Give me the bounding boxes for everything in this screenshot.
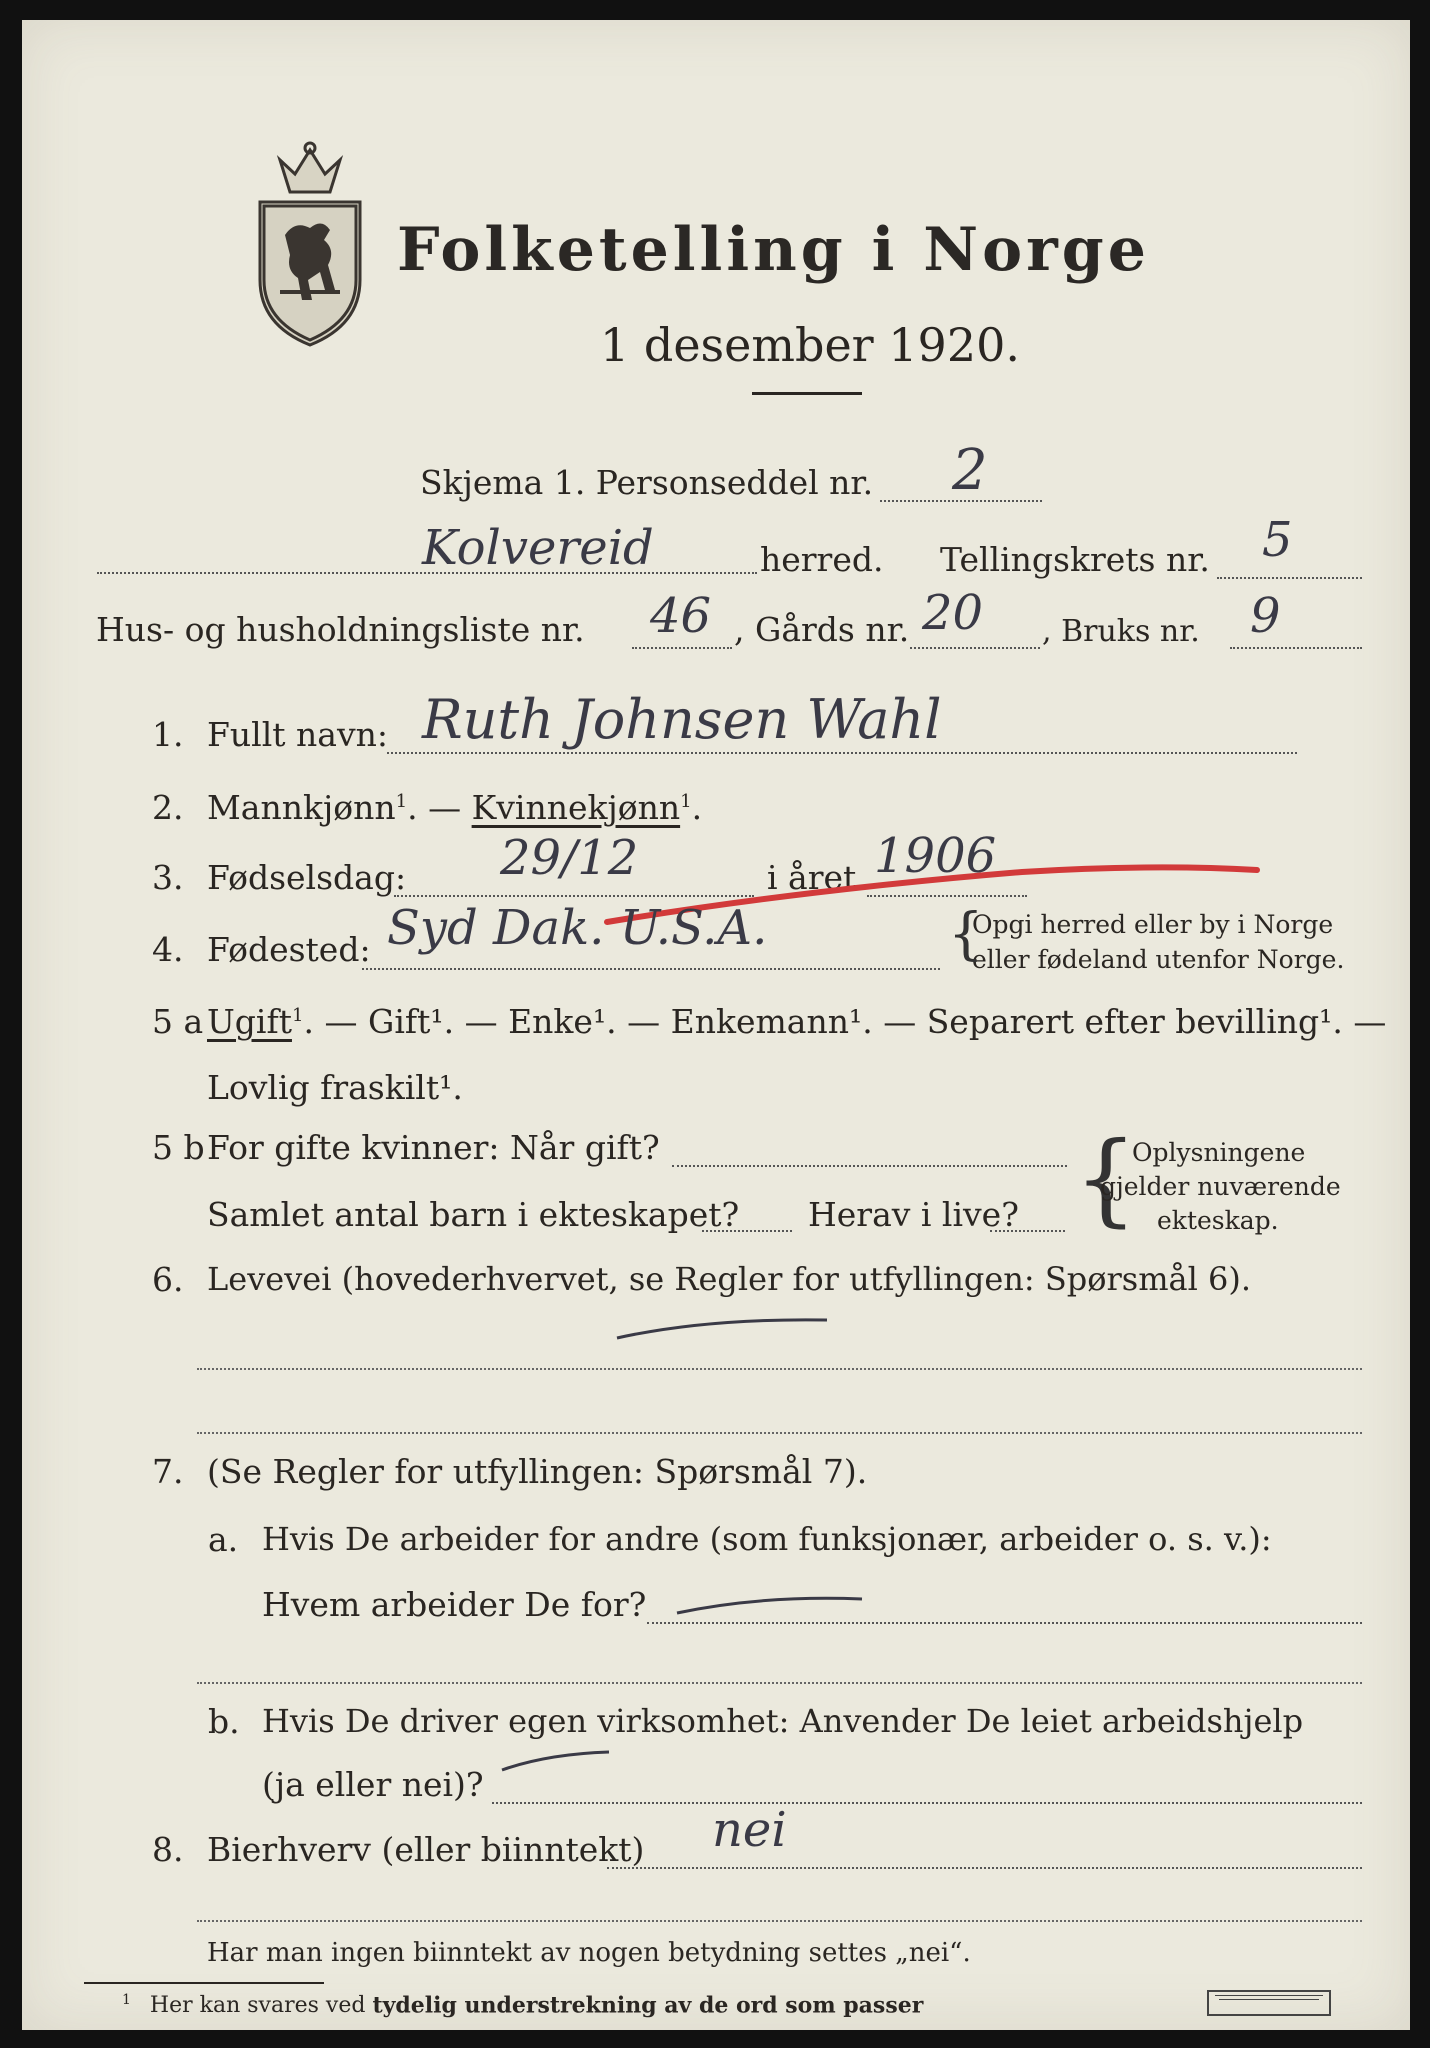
q7a-extra-line bbox=[197, 1682, 1362, 1684]
herred-label: herred. bbox=[760, 540, 884, 579]
q6-dash-mark bbox=[607, 1310, 837, 1350]
gards-nr: 20 bbox=[922, 585, 984, 641]
footnote bbox=[122, 1992, 923, 2018]
q5a-line2: Lovlig fraskilt¹. bbox=[207, 1068, 463, 1107]
q6-line1 bbox=[197, 1368, 1362, 1370]
husliste-nr: 46 bbox=[650, 588, 712, 644]
q7a-answer-line bbox=[647, 1622, 1362, 1624]
footnote-bold-text: tydelig understrekning av de ord som passer bbox=[372, 1992, 924, 2019]
q5b-line2a: Samlet antal barn i ekteskapet? bbox=[207, 1195, 740, 1234]
q7b-answer-line bbox=[492, 1802, 1362, 1804]
q8-extra-line bbox=[197, 1920, 1362, 1922]
q4-brace: { bbox=[948, 902, 984, 967]
tellingskrets-label: Tellingskrets nr. bbox=[940, 540, 1210, 579]
female-option-underlined: Kvinnekjønn bbox=[471, 788, 681, 827]
schema-label: Skjema 1. Personseddel nr. bbox=[420, 463, 874, 502]
q8-line bbox=[607, 1867, 1362, 1869]
footer-note: Har man ingen biinntekt av nogen betydning settes „nei“. bbox=[207, 1938, 971, 1968]
personseddel-nr: 2 bbox=[952, 438, 988, 503]
q1-line bbox=[387, 752, 1297, 754]
bruks-nr: 9 bbox=[1250, 588, 1281, 644]
q5a-number: 5 a bbox=[152, 1002, 204, 1041]
q8-label: Bierhverv (eller biinntekt) bbox=[207, 1830, 645, 1869]
printer-stamp-icon bbox=[1207, 1990, 1331, 2016]
q2-options: Mannkjønn$^1$. — Kvinnekjønn$^1$. bbox=[207, 788, 703, 827]
q7b-dash-mark bbox=[497, 1740, 617, 1780]
q5b-note-line1: Oplysningene bbox=[1132, 1138, 1306, 1167]
herred-value: Kolvereid bbox=[422, 520, 654, 576]
q1-label: Fullt navn: bbox=[207, 715, 388, 754]
q5b-line1: For gifte kvinner: Når gift? bbox=[207, 1128, 660, 1167]
husliste-line bbox=[632, 647, 732, 649]
q5a-options: Ugift$^1$. — Gift¹. — Enke¹. — Enkemann¹. — Separert efter bevilling¹. — bbox=[207, 1002, 1387, 1041]
q5b-when-line bbox=[672, 1165, 1067, 1167]
q7-number: 7. bbox=[152, 1452, 184, 1491]
footnote-marker: 1 bbox=[122, 1992, 131, 2008]
q4-line bbox=[362, 968, 940, 970]
q3-year-label: i året bbox=[767, 858, 857, 897]
q7b-line1: Hvis De driver egen virksomhet: Anvender De leiet arbeidshjelp bbox=[262, 1702, 1304, 1740]
tellingskrets-nr: 5 bbox=[1262, 512, 1293, 568]
footnote-divider bbox=[84, 1982, 324, 1984]
q5b-brace: { bbox=[1074, 1120, 1138, 1237]
q5b-children-line bbox=[702, 1230, 792, 1232]
tellingskrets-line bbox=[1217, 577, 1362, 579]
q4-number: 4. bbox=[152, 930, 184, 969]
q8-number: 8. bbox=[152, 1830, 184, 1869]
male-option: Mannkjønn bbox=[207, 788, 396, 827]
title-divider bbox=[752, 392, 862, 395]
q7-label: (Se Regler for utfyllingen: Spørsmål 7). bbox=[207, 1452, 868, 1491]
q7a-line1: Hvis De arbeider for andre (som funksjonær, arbeider o. s. v.): bbox=[262, 1520, 1272, 1558]
q4-note-line1: Opgi herred eller by i Norge bbox=[972, 910, 1334, 939]
q7b-line2: (ja eller nei)? bbox=[262, 1765, 484, 1804]
q2-number: 2. bbox=[152, 788, 184, 827]
q7a-line2: Hvem arbeider De for? bbox=[262, 1585, 647, 1624]
census-date: 1 desember 1920. bbox=[600, 318, 1020, 372]
q3-number: 3. bbox=[152, 858, 184, 897]
gards-line bbox=[910, 647, 1040, 649]
q1-number: 1. bbox=[152, 715, 184, 754]
q5b-number: 5 b bbox=[152, 1128, 205, 1167]
q6-line2 bbox=[197, 1432, 1362, 1434]
q8-value: nei bbox=[712, 1802, 787, 1858]
q4-note-line2: eller fødeland utenfor Norge. bbox=[972, 945, 1345, 974]
birthplace-value: Syd Dak. U.S.A. bbox=[387, 900, 768, 956]
bruks-label: , Bruks nr. bbox=[1042, 614, 1200, 649]
ugift-option-underlined: Ugift bbox=[207, 1002, 292, 1041]
birthday-value: 29/12 bbox=[500, 830, 639, 886]
q6-label: Levevei (hovederhvervet, se Regler for utfyllingen: Spørsmål 6). bbox=[207, 1260, 1252, 1298]
norwegian-coat-of-arms-icon bbox=[250, 140, 370, 350]
q5b-line2b: Herav i live? bbox=[808, 1195, 1019, 1234]
q7a-letter: a. bbox=[208, 1520, 239, 1559]
census-form-page bbox=[22, 20, 1410, 2030]
birth-year-value: 1906 bbox=[874, 828, 997, 884]
q7b-letter: b. bbox=[208, 1702, 240, 1741]
husliste-label: Hus- og husholdningsliste nr. bbox=[96, 610, 585, 649]
full-name-value: Ruth Johnsen Wahl bbox=[422, 688, 942, 751]
q5b-note-line2: gjelder nuværende bbox=[1100, 1172, 1341, 1201]
q5b-alive-line bbox=[990, 1230, 1065, 1232]
q7a-dash-mark bbox=[672, 1585, 872, 1625]
form-title: Folketelling i Norge bbox=[397, 215, 1150, 285]
q3-label: Fødselsdag: bbox=[207, 858, 407, 897]
q6-number: 6. bbox=[152, 1260, 184, 1299]
q5b-note-line3: ekteskap. bbox=[1157, 1206, 1279, 1235]
bruks-line bbox=[1230, 647, 1362, 649]
footnote-text: Her kan svares ved bbox=[149, 1993, 366, 2019]
q4-label: Fødested: bbox=[207, 930, 371, 969]
gards-label: , Gårds nr. bbox=[734, 610, 910, 649]
